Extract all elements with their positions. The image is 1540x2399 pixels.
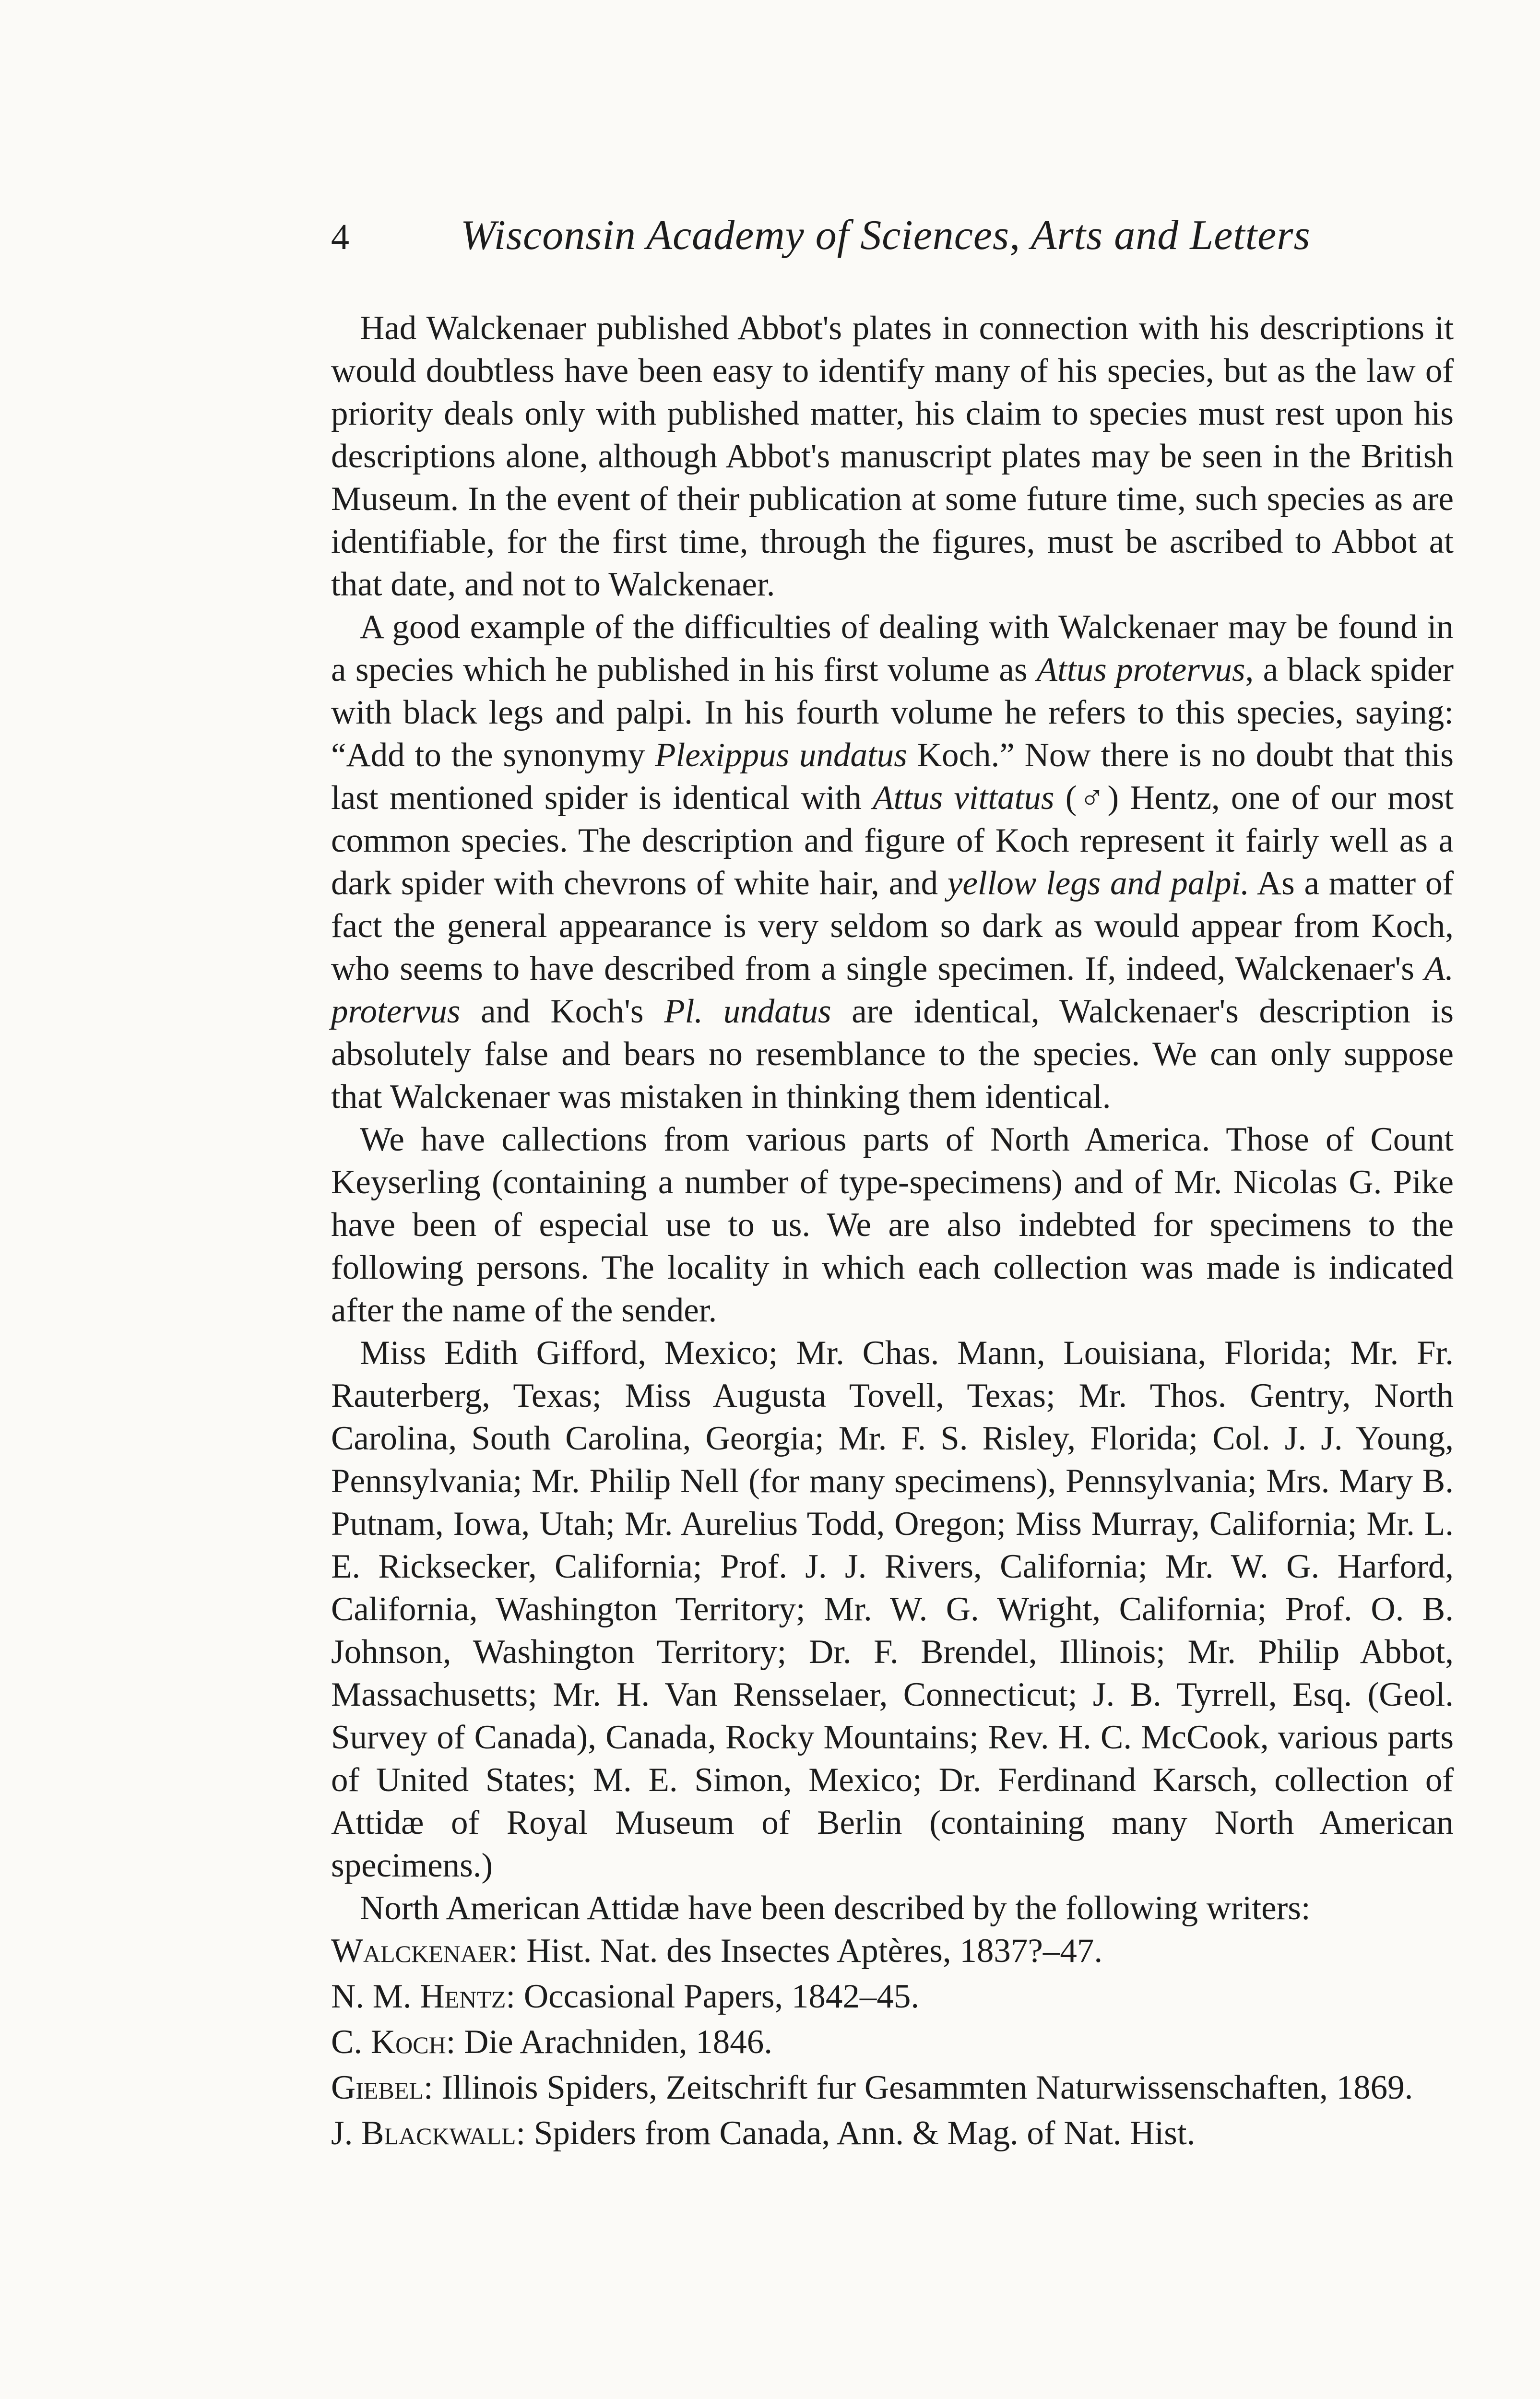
document-page [331, 211, 1454, 2155]
paragraph-abbot-plates: Had Walckenaer published Abbot's plates in connection with his descriptions it would doubtless have been easy to identify many of his species, but as the law of priority deals only with published matter, his claim to species must rest upon his descriptions alone, although Abbot's manuscript plates may be seen in the British Museum. In the event of their publication at some future time, such species as are identifiable, for the first time, through the figures, must be ascribed to Abbot at that date, and not to Walckenaer. [331, 309, 1454, 603]
text-run: As a matter of fact the general appearance is very seldom so dark as would appear from Koch, who seems to have described from a single specimen. If, indeed, Walckenaer's [331, 865, 1454, 987]
page-header [331, 211, 1454, 273]
reference-initials: C. [331, 2023, 371, 2061]
paragraph-contributors: Miss Edith Gifford, Mexico; Mr. Chas. Mann, Louisiana, Florida; Mr. Fr. Rauterberg, Texas; Miss Augusta Tovell, Texas; Mr. Thos. Gentry, North Carolina, South Carolina, Georgia; Mr. F. S. Risley, Florida; Col. J. J. Young, Pennsylvania; Mr. Philip Nell (for many specimens), Pennsylvania; Mrs. Mary B. Putnam, Iowa, Utah; Mr. Aurelius Todd, Oregon; Miss Murray, California; Mr. L. E. Ricksecker, California; Prof. J. J. Rivers, California; Mr. W. G. Harford, California, Washington Territory; Mr. W. G. Wright, California; Prof. O. B. Johnson, Washington Territory; Dr. F. Brendel, Illinois; Mr. Philip Abbot, Massachusetts; Mr. H. Van Rensselaer, Connecticut; J. B. Tyrrell, Esq. (Geol. Survey of Canada), Canada, Rocky Mountains; Rev. H. C. McCook, various parts of United States; M. E. Simon, Mexico; Dr. Ferdinand Karsch, collection of Attidæ of Royal Museum of Berlin (containing many North American specimens.) [331, 1334, 1454, 1884]
emphasis-text: yellow legs and palpi. [947, 865, 1250, 902]
text-run: Koch.” Now there is no doubt that this last mentioned spider is identical with [331, 736, 1454, 817]
paragraph-writers-intro: North American Attidæ have been described by the following writers: [360, 1889, 1311, 1927]
page-number: 4 [331, 217, 349, 257]
text-run: are identical, Walckenaer's description is absolutely false and bears no resemblance to the species. We can only suppose that Walckenaer was mistaken in thinking them identical. [331, 993, 1454, 1116]
paragraph-collections: We have callections from various parts of North America. Those of Count Keyserling (containing a number of type-specimens) and of Mr. Nicolas G. Pike have been of especial use to us. We are also indebted for specimens to the following persons. The locality in which each collection was made is indicated after the name of the sender. [331, 1121, 1454, 1329]
body-text [331, 307, 1454, 2155]
reference-author: Koch [370, 2023, 446, 2061]
reference-author: Blackwall [361, 2114, 516, 2152]
text-run: and Koch's [460, 993, 664, 1030]
reference-author: Walckenaer [331, 1932, 509, 1970]
reference-item [331, 2066, 1454, 2109]
text-run: (♂) Hentz, one of our most common species. The description and figure of Koch represent it fairly well as a dark spider with chevrons of white hair, and [331, 779, 1454, 902]
species-name: A. protervus [331, 950, 1454, 1030]
running-title: Wisconsin Academy of Sciences, Arts and Letters [461, 212, 1311, 259]
reference-author: Hentz [420, 1978, 506, 2015]
reference-author: Giebel [331, 2069, 424, 2106]
species-name: Attus vittatus [873, 779, 1054, 817]
reference-work: : Spiders from Canada, Ann. & Mag. of Nat. Hist. [516, 2114, 1196, 2152]
reference-work: : Illinois Spiders, Zeitschrift fur Gesammten Naturwissenschaften, 1869. [423, 2069, 1413, 2106]
text-run: A good example of the difficulties of dealing with Walckenaer may be found in a species which he published in his first volume as [331, 608, 1454, 689]
reference-item [331, 2021, 1454, 2064]
paragraph-difficulties [331, 606, 1454, 1118]
reference-list [331, 1930, 1454, 2155]
reference-work: : Hist. Nat. des Insectes Aptères, 1837?–47. [508, 1932, 1103, 1970]
species-name: Plexippus undatus [655, 736, 907, 774]
reference-initials: J. [331, 2114, 362, 2152]
text-run: , a black spider with black legs and palpi. In his fourth volume he refers to this species, saying: “Add to the synonymy [331, 651, 1454, 774]
reference-initials: N. M. [331, 1978, 420, 2015]
reference-work: : Occasional Papers, 1842–45. [506, 1978, 920, 2015]
reference-work: : Die Arachniden, 1846. [446, 2023, 772, 2061]
reference-item [331, 1975, 1454, 2018]
reference-item [331, 1930, 1454, 1972]
species-name: Pl. undatus [664, 993, 831, 1030]
reference-item [331, 2112, 1454, 2155]
species-name: Attus protervus [1036, 651, 1245, 689]
